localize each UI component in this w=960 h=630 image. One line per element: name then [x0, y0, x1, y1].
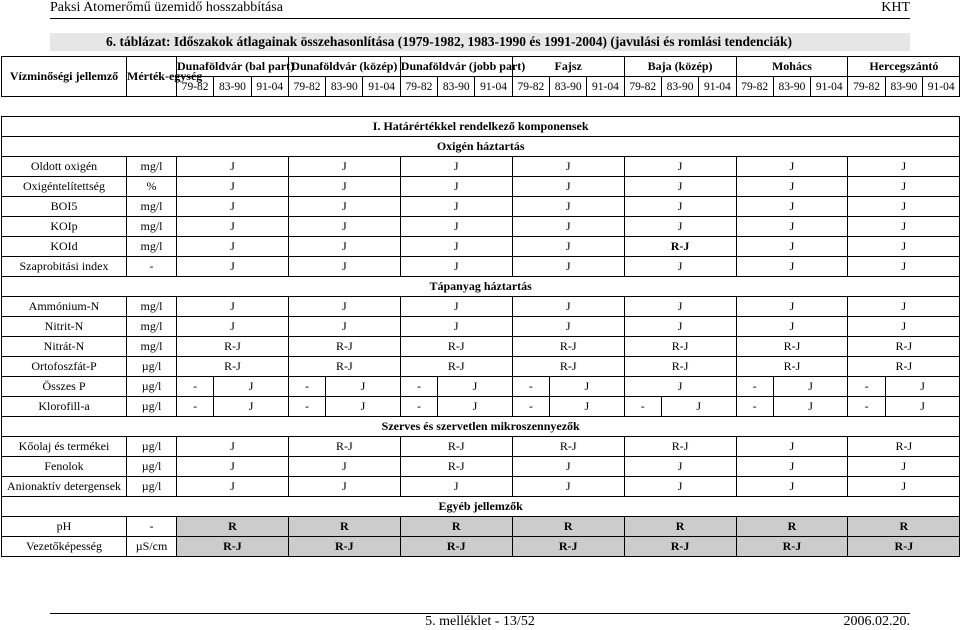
trend-cell: R [736, 517, 848, 537]
trend-cell: R-J [848, 337, 960, 357]
trend-cell: R-J [288, 337, 400, 357]
table-row [2, 157, 960, 177]
footer-date: 2006.02.20. [843, 614, 910, 629]
spacer [2, 97, 960, 117]
trend-cell: J [736, 477, 848, 497]
period-header: 79-82 [512, 77, 549, 97]
trend-cell: - [848, 377, 885, 397]
trend-cell: J [288, 237, 400, 257]
trend-cell: J [288, 317, 400, 337]
row-unit: mg/l [127, 237, 177, 257]
trend-cell: J [848, 477, 960, 497]
table-row [2, 437, 960, 457]
row-unit: mg/l [127, 157, 177, 177]
row-unit: mg/l [127, 217, 177, 237]
trend-cell: R-J [512, 357, 624, 377]
table-row [2, 217, 960, 237]
trend-cell: J [326, 397, 401, 417]
trend-cell: J [177, 237, 289, 257]
page-header [50, 0, 910, 18]
trend-cell: J [512, 317, 624, 337]
row-unit: mg/l [127, 297, 177, 317]
row-label: Összes P [2, 377, 127, 397]
trend-cell: J [177, 317, 289, 337]
trend-cell: J [624, 477, 736, 497]
table-row [2, 97, 960, 117]
trend-cell: J [885, 397, 960, 417]
trend-cell: R-J [288, 437, 400, 457]
trend-cell: J [550, 377, 625, 397]
trend-cell: J [400, 477, 512, 497]
trend-cell: J [736, 177, 848, 197]
row-label: Nitrát-N [2, 337, 127, 357]
trend-cell: - [400, 397, 437, 417]
trend-cell: J [736, 317, 848, 337]
trend-cell: R [400, 517, 512, 537]
trend-cell: J [848, 317, 960, 337]
trend-cell: R-J [848, 537, 960, 557]
group-title: Tápanyag háztartás [2, 277, 960, 297]
table-row [2, 257, 960, 277]
row-unit: mg/l [127, 197, 177, 217]
station-header: Baja (közép) [624, 57, 736, 77]
trend-cell: J [288, 257, 400, 277]
trend-cell: J [512, 237, 624, 257]
trend-cell: - [736, 397, 773, 417]
trend-cell: J [848, 297, 960, 317]
trend-cell: J [400, 177, 512, 197]
period-header: 79-82 [400, 77, 437, 97]
trend-cell: R-J [736, 357, 848, 377]
trend-cell: J [624, 297, 736, 317]
period-header: 91-04 [363, 77, 400, 97]
trend-cell: J [736, 237, 848, 257]
trend-cell: - [288, 397, 325, 417]
trend-cell: R-J [400, 457, 512, 477]
trend-cell: J [177, 477, 289, 497]
period-header: 79-82 [848, 77, 885, 97]
row-label: Oldott oxigén [2, 157, 127, 177]
row-label: pH [2, 517, 127, 537]
trend-cell: J [512, 197, 624, 217]
trend-cell: J [288, 217, 400, 237]
trend-cell: J [624, 257, 736, 277]
period-header: 83-90 [885, 77, 922, 97]
trend-cell: R-J [400, 337, 512, 357]
trend-cell: - [400, 377, 437, 397]
table-row [2, 477, 960, 497]
trend-cell: J [624, 317, 736, 337]
header-title: Paksi Atomerőmű üzemidő hosszabbítása [50, 0, 283, 15]
row-label: Ammónium-N [2, 297, 127, 317]
trend-cell: - [177, 397, 214, 417]
period-header: 83-90 [550, 77, 587, 97]
row-label: Vezetőképesség [2, 537, 127, 557]
row-unit: µg/l [127, 377, 177, 397]
header-org: KHT [881, 0, 910, 15]
trend-cell: J [736, 457, 848, 477]
period-header: 91-04 [699, 77, 736, 97]
trend-cell: J [288, 297, 400, 317]
table-row [2, 57, 960, 77]
table-row [2, 517, 960, 537]
trend-cell: J [438, 397, 513, 417]
period-header: 83-90 [438, 77, 475, 97]
trend-cell: J [736, 217, 848, 237]
trend-cell: J [400, 217, 512, 237]
row-unit: µg/l [127, 397, 177, 417]
table-row [2, 297, 960, 317]
table-row [2, 417, 960, 437]
table-row [2, 317, 960, 337]
trend-cell: R-J [400, 357, 512, 377]
trend-cell: R-J [400, 537, 512, 557]
trend-cell: R-J [512, 437, 624, 457]
section-title: I. Határértékkel rendelkező komponensek [2, 117, 960, 137]
row-label: Oxigéntelítettség [2, 177, 127, 197]
row-unit: µg/l [127, 357, 177, 377]
trend-cell: J [512, 457, 624, 477]
trend-cell: J [288, 197, 400, 217]
table-row [2, 277, 960, 297]
trend-cell: - [512, 397, 549, 417]
station-header: Mohács [736, 57, 848, 77]
row-unit: - [127, 517, 177, 537]
trend-cell: R-J [512, 337, 624, 357]
trend-cell: R-J [400, 437, 512, 457]
trend-cell: R-J [288, 537, 400, 557]
trend-cell: R-J [736, 537, 848, 557]
trend-cell: J [177, 437, 289, 457]
table-caption: 6. táblázat: Időszakok átlagainak összehasonlítása (1979-1982, 1983-1990 és 1991-2004) (javulási és romlási tendenciák) [50, 33, 910, 51]
trend-cell: J [624, 177, 736, 197]
trend-cell: J [773, 377, 848, 397]
header-rule [50, 18, 910, 19]
trend-cell: J [624, 157, 736, 177]
station-header: Hercegszántó [848, 57, 960, 77]
trend-cell: J [177, 257, 289, 277]
row-label: BOI5 [2, 197, 127, 217]
trend-cell: R-J [736, 337, 848, 357]
trend-cell: J [512, 217, 624, 237]
period-header: 91-04 [475, 77, 512, 97]
trend-cell: J [400, 317, 512, 337]
trend-cell: J [885, 377, 960, 397]
row-unit: µg/l [127, 477, 177, 497]
table-row [2, 337, 960, 357]
group-title: Egyéb jellemzők [2, 497, 960, 517]
group-title: Oxigén háztartás [2, 137, 960, 157]
trend-cell: J [736, 197, 848, 217]
trend-cell: J [848, 217, 960, 237]
trend-cell: R [512, 517, 624, 537]
trend-cell: R-J [624, 337, 736, 357]
trend-cell: J [550, 397, 625, 417]
table-row [2, 497, 960, 517]
row-label: Szaprobitási index [2, 257, 127, 277]
trend-cell: J [624, 457, 736, 477]
row-unit: µg/l [127, 437, 177, 457]
trend-cell: J [848, 257, 960, 277]
trend-cell: J [848, 177, 960, 197]
row-label: Anionaktív detergensek [2, 477, 127, 497]
period-header: 79-82 [736, 77, 773, 97]
trend-cell: J [288, 177, 400, 197]
trend-cell: J [214, 397, 289, 417]
trend-cell: J [288, 157, 400, 177]
trend-cell: J [624, 197, 736, 217]
trend-cell: J [736, 297, 848, 317]
row-label: Nitrit-N [2, 317, 127, 337]
table-row [2, 177, 960, 197]
table-row [2, 457, 960, 477]
period-header: 91-04 [587, 77, 624, 97]
trend-cell: R-J [848, 357, 960, 377]
col-header-unit: Mérték-egység [127, 57, 177, 97]
trend-cell: J [661, 397, 736, 417]
period-header: 79-82 [288, 77, 325, 97]
row-label: Kőolaj és termékei [2, 437, 127, 457]
trend-cell: - [512, 377, 549, 397]
trend-cell: - [736, 377, 773, 397]
trend-cell: J [512, 297, 624, 317]
period-header: 83-90 [326, 77, 363, 97]
trend-cell: J [177, 457, 289, 477]
trend-cell: J [214, 377, 289, 397]
period-header: 83-90 [773, 77, 810, 97]
row-unit: mg/l [127, 317, 177, 337]
table-row [2, 137, 960, 157]
trend-cell: J [288, 457, 400, 477]
trend-cell: J [400, 197, 512, 217]
trend-cell: R-J [288, 357, 400, 377]
trend-cell: R-J [624, 537, 736, 557]
trend-cell: R-J [177, 537, 289, 557]
trend-cell: R-J [624, 437, 736, 457]
col-header-quality: Vízminőségi jellemző [2, 57, 127, 97]
trend-cell: J [177, 197, 289, 217]
table-row [2, 117, 960, 137]
row-label: Klorofill-a [2, 397, 127, 417]
period-header: 79-82 [177, 77, 214, 97]
row-unit: µg/l [127, 457, 177, 477]
trend-cell: J [848, 237, 960, 257]
trend-cell: J [438, 377, 513, 397]
period-header: 83-90 [214, 77, 251, 97]
trend-cell: J [400, 297, 512, 317]
period-header: 83-90 [661, 77, 698, 97]
trend-cell: R [177, 517, 289, 537]
trend-cell: R-J [177, 337, 289, 357]
trend-cell: - [848, 397, 885, 417]
trend-cell: R-J [624, 357, 736, 377]
trend-cell: J [848, 197, 960, 217]
trend-cell: R [624, 517, 736, 537]
trend-cell: J [773, 397, 848, 417]
station-header: Dunaföldvár (bal part) [177, 57, 289, 77]
table-row [2, 537, 960, 557]
trend-cell: J [177, 297, 289, 317]
table-row [2, 237, 960, 257]
trend-cell: J [512, 157, 624, 177]
trend-cell: J [177, 217, 289, 237]
period-header: 91-04 [251, 77, 288, 97]
trend-cell: J [848, 457, 960, 477]
trend-cell: R [848, 517, 960, 537]
station-header: Dunaföldvár (közép) [288, 57, 400, 77]
trend-cell: - [288, 377, 325, 397]
trend-cell: J [512, 177, 624, 197]
trend-cell: J [177, 157, 289, 177]
table-row [2, 357, 960, 377]
trend-cell: J [400, 237, 512, 257]
trend-cell: J [512, 257, 624, 277]
station-header: Fajsz [512, 57, 624, 77]
row-unit: - [127, 257, 177, 277]
trend-cell: R [288, 517, 400, 537]
trend-cell: J [288, 477, 400, 497]
trend-cell: J [400, 157, 512, 177]
trend-cell: R-J [512, 537, 624, 557]
trend-cell: R-J [624, 237, 736, 257]
table-row [2, 197, 960, 217]
table-row [2, 397, 960, 417]
row-label: KOId [2, 237, 127, 257]
trend-cell: - [177, 377, 214, 397]
row-label: Ortofoszfát-P [2, 357, 127, 377]
footer-page: 5. melléklet - 13/52 [425, 614, 535, 629]
group-title: Szerves és szervetlen mikroszennyezők [2, 417, 960, 437]
row-label: KOIp [2, 217, 127, 237]
trend-cell: J [400, 257, 512, 277]
comparison-table [1, 56, 960, 557]
trend-cell: - [624, 397, 661, 417]
row-unit: µS/cm [127, 537, 177, 557]
trend-cell: J [624, 217, 736, 237]
trend-cell: J [326, 377, 401, 397]
trend-cell: J [848, 157, 960, 177]
period-header: 91-04 [923, 77, 960, 97]
row-unit: mg/l [127, 337, 177, 357]
trend-cell: J [736, 257, 848, 277]
trend-cell: J [736, 157, 848, 177]
row-unit: % [127, 177, 177, 197]
trend-cell: R-J [177, 357, 289, 377]
trend-cell: J [177, 177, 289, 197]
row-label: Fenolok [2, 457, 127, 477]
trend-cell: J [736, 437, 848, 457]
trend-cell: J [512, 477, 624, 497]
trend-cell: R-J [848, 437, 960, 457]
trend-cell: J [624, 377, 736, 397]
period-header: 91-04 [811, 77, 848, 97]
station-header: Dunaföldvár (jobb part) [400, 57, 512, 77]
table-row [2, 377, 960, 397]
period-header: 79-82 [624, 77, 661, 97]
